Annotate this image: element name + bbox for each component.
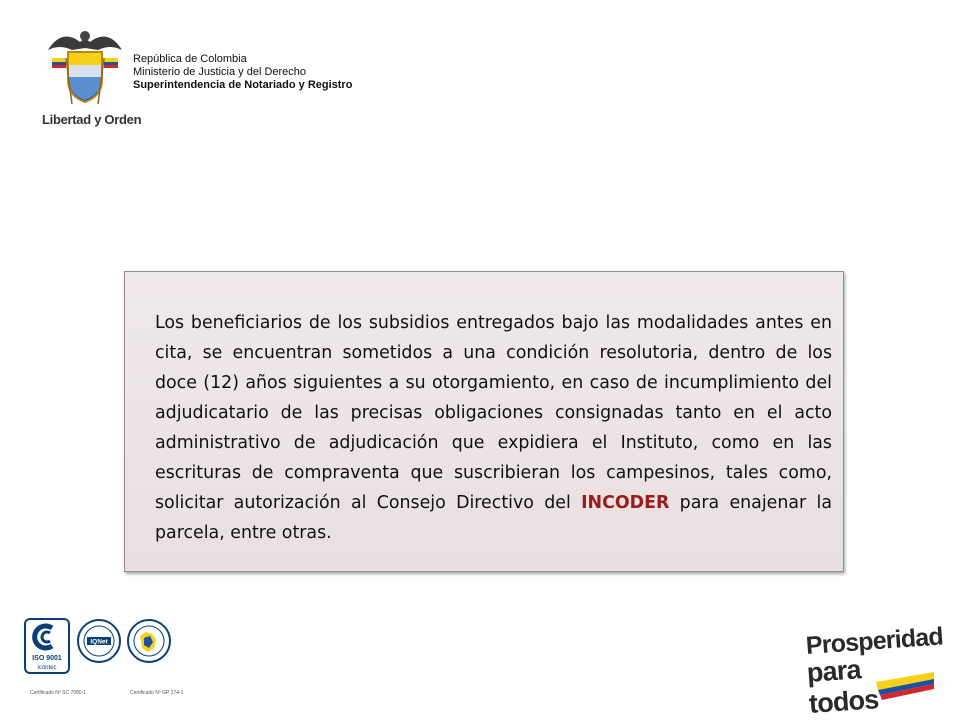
ministry-line: Ministerio de Justicia y del Derecho bbox=[133, 66, 307, 78]
certificate-number-2: Certificado Nº GP 174-1 bbox=[130, 690, 184, 696]
superintendence-line: Superintendencia de Notariado y Registro bbox=[133, 79, 353, 91]
content-box bbox=[124, 271, 844, 572]
slogan-line-2: para todos bbox=[805, 654, 880, 719]
certificate-number-1: Certificado Nº SC 7080-1 bbox=[30, 690, 87, 696]
icontec-logo-icon bbox=[26, 622, 68, 652]
incoder-highlight: INCODER bbox=[581, 493, 670, 513]
government-quality-seal-icon bbox=[126, 618, 172, 670]
icontec-iso-badge bbox=[24, 618, 70, 674]
body-text-start: Los beneficiarios de los subsidios entregados bajo las modalidades antes en cita, se encuentran sometidos a una condición resolutoria, dentro de los doce (12) años siguientes a su otorgamiento, en caso de incumplimiento del adjudicatario de las precisas obligaciones consignadas tanto en el acto administrativo de adjudicación que expidiera el Instituto, como en las escrituras de compraventa que suscribieran los campesinos, tales como, solicitar autorización al Consejo Directivo del bbox=[155, 313, 832, 513]
government-title bbox=[133, 53, 352, 92]
header bbox=[40, 22, 400, 132]
body-paragraph bbox=[155, 308, 832, 548]
iqnet-label: IQNet bbox=[90, 638, 108, 646]
coat-of-arms-icon bbox=[40, 22, 130, 112]
iso-label: ISO 9001 bbox=[32, 655, 62, 662]
body-text-end: para enajenar la parcela, entre otras. bbox=[155, 493, 832, 543]
icontec-label: icontec bbox=[37, 665, 57, 671]
prosperidad-logo bbox=[804, 622, 944, 719]
republic-line: República de Colombia bbox=[133, 53, 247, 65]
iqnet-seal-icon bbox=[76, 618, 122, 664]
motto: Libertad y Orden bbox=[42, 112, 142, 127]
slogan-line-1: Prosperidad bbox=[804, 622, 944, 660]
